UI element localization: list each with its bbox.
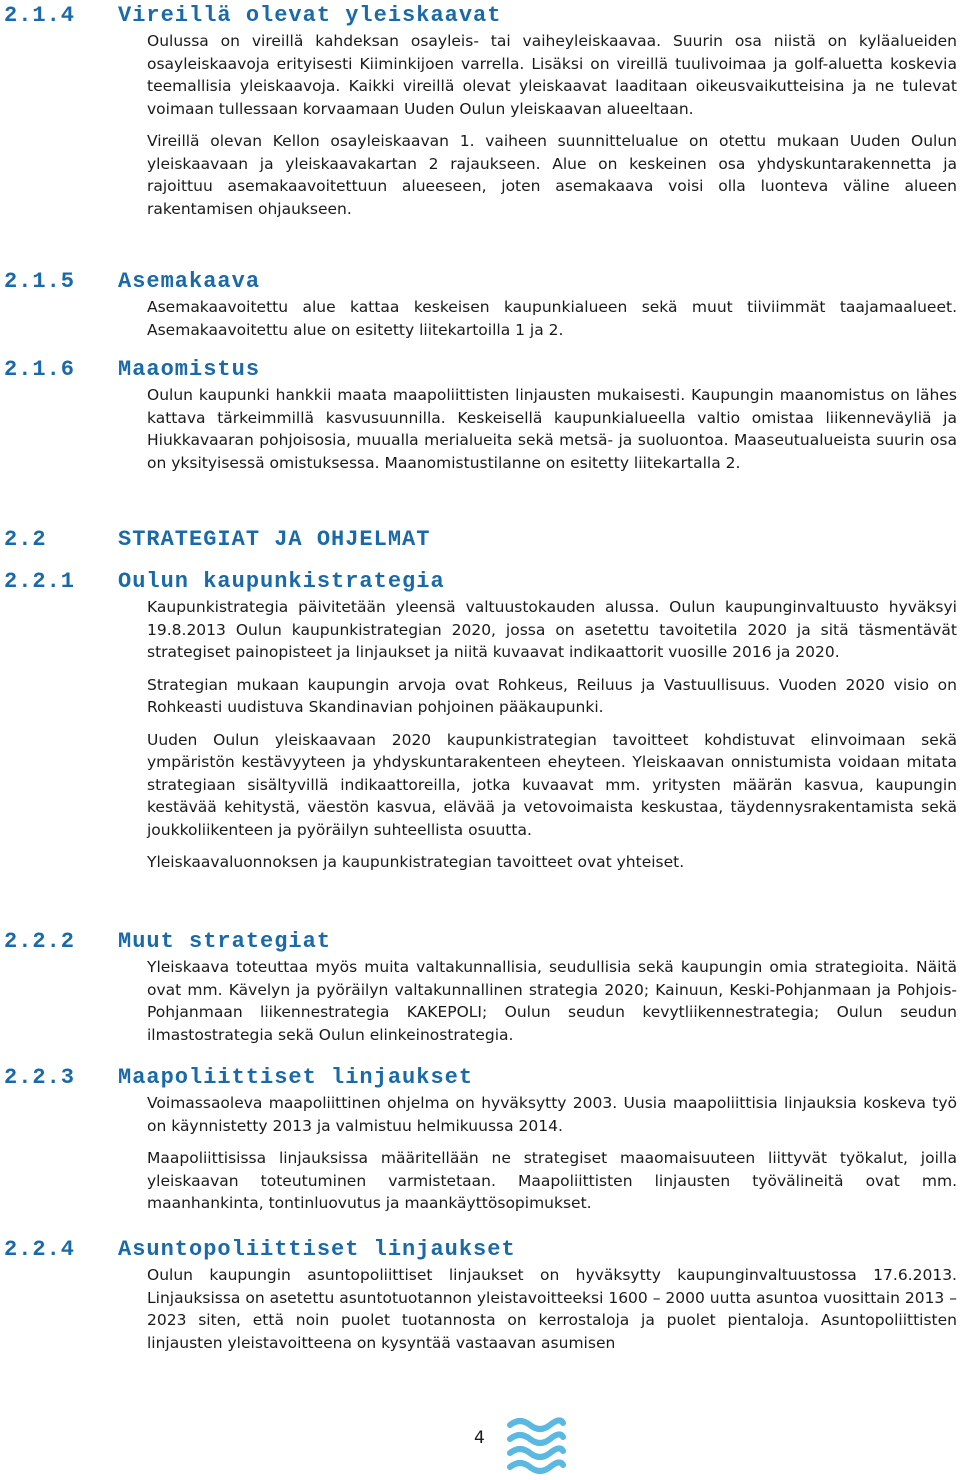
paragraph: Oulun kaupungin asuntopoliittiset linjaukset on hyväksytty kaupunginvaltuustossa 17.6.2013. Linjauksissa on asetettu asuntotuotannon yleistavoitteeksi 1600 – 2000 uutta asuntoa vuosittain 2013 – 2023 siten, että noin puolet tuotannosta on kerrostaloja ja puolet pientaloja. Asuntopoliittisten linjausten yleistavoitteena on kysyntää vastaavan asumisen [147,1266,957,1352]
chapter-heading [0,526,960,554]
paragraph: Oulun kaupunki hankkii maata maapoliittisten linjausten mukaisesti. Kaupungin maanomistus on lähes kattava tärkeimmillä kasvusuunnilla. Keskeisellä kaupunkialueella valtio omistaa liikenneväyliä ja Hiukkavaaran pohjoisosia, muualla merialueita sekä metsä- ja suoluontoa. Maaseutualueista suurin osa on yksityisessä omistuksessa. Maanomistustilanne on esitetty liitekartalla 2. [147,386,957,472]
section-body [147,1092,957,1215]
paragraph: Maapoliittisissa linjauksissa määritellään ne strategiset maaomaisuuteen liittyvät työkalut, joilla yleiskaavan toteutuminen varmistetaan. Maapoliittisten linjausten työvälineitä ovat mm. maanhankinta, tontinluovutus ja maankäyttösopimukset. [147,1149,957,1212]
paragraph: Vireillä olevan Kellon osayleiskaavan 1. vaiheen suunnittelualue on otettu mukaan Uuden Oulun yleiskaavaan ja yleiskaavakartan 2 rajaukseen. Alue on keskeinen osa yhdyskuntarakennetta ja rajoittuu asemakaavoitettuun alueeseen, joten asemakaava voisi olla luonteva väline alueen rakentamisen ohjaukseen. [147,132,957,218]
section-heading [0,268,960,296]
section-body [147,956,957,1046]
section-number: 2.2 [4,527,47,552]
paragraph: Asemakaavoitettu alue kattaa keskeisen kaupunkialueen sekä muut tiiviimmät taajamaalueet. Asemakaavoitettu alue on esitetty liitekartoilla 1 ja 2. [147,298,957,339]
section-title: Muut strategiat [118,929,332,954]
paragraph: Voimassaoleva maapoliittinen ohjelma on hyväksytty 2003. Uusia maapoliittisia linjauksia koskeva työ on käynnistetty 2013 ja valmistuu helmikuussa 2014. [147,1094,957,1135]
section-heading [0,928,960,956]
paragraph: Yleiskaavaluonnoksen ja kaupunkistrategian tavoitteet ovat yhteiset. [147,853,685,871]
section-heading [0,1064,960,1092]
section-number: 2.2.3 [4,1065,76,1090]
paragraph: Oulussa on vireillä kahdeksan osayleis- tai vaiheyleiskaavaa. Suurin osa niistä on kyläalueiden osayleiskaavoja erityisesti Kiiminkijoen varrella. Lisäksi on vireillä tuulivoimaa ja golf-aluetta koskevia teemallisia yleiskaavoja. Kaikki vireillä olevat yleiskaavat laaditaan oikeusvaikutteisina ja ne tulevat voimaan tullessaan korvaamaan Uuden Oulun yleiskaavan alueeltaan. [147,32,957,118]
section-number: 2.1.5 [4,269,76,294]
section-title: Maapoliittiset linjaukset [118,1065,474,1090]
section-number: 2.1.4 [4,3,76,28]
paragraph: Uuden Oulun yleiskaavaan 2020 kaupunkistrategian tavoitteet kohdistuvat elinvoimaan sekä ympäristön kestävyyteen ja yhdyskuntarakenteen eheyteen. Yleiskaavan onnistumista voidaan mitata strategiaan sisältyvillä indikaattoreilla, jotka kuvaavat mm. yritysten määrän kasvua, kaupungin kestävää kehitystä, väestön kasvua, elävää ja vetovoimaista keskustaa, täydennysrakentamista sekä joukkoliikenteen ja pyöräilyn suhteellista osuutta. [147,730,957,839]
section-body [147,1264,957,1354]
section-2-2 [0,526,960,554]
section-body [147,384,957,474]
section-2-2-3 [0,1064,960,1225]
section-body [147,596,957,874]
section-2-2-1 [0,568,960,884]
section-number: 2.2.4 [4,1237,76,1262]
section-2-1-6 [0,356,960,484]
paragraph: Yleiskaava toteuttaa myös muita valtakunnallisia, seudullisia sekä kaupungin omia strategioita. Näitä ovat mm. Kävelyn ja pyöräilyn valtakunnallinen strategia 2020; Kainuun, Keski-Pohjanmaan ja Pohjois-Pohjanmaan liikennestrategia KAKEPOLI; Oulun seudun kevytliikennestrategia; Oulun seudun ilmastostrategia sekä Oulun elinkeinostrategia. [147,958,957,1044]
section-number: 2.2.1 [4,569,76,594]
section-heading [0,568,960,596]
oulu-waves-logo-icon [505,1412,567,1474]
section-number: 2.1.6 [4,357,76,382]
section-title: Vireillä olevat yleiskaavat [118,3,502,28]
paragraph: Strategian mukaan kaupungin arvoja ovat Rohkeus, Reiluus ja Vastuullisuus. Vuoden 2020 visio on Rohkeasti uudistuva Skandinavian pohjoinen pääkaupunki. [147,675,957,716]
section-2-1-4 [0,2,960,230]
section-heading [0,2,960,30]
section-title: Oulun kaupunkistrategia [118,569,445,594]
section-body [147,30,957,220]
section-body [147,296,957,341]
section-title: Asuntopoliittiset linjaukset [118,1237,516,1262]
section-number: 2.2.2 [4,929,76,954]
section-2-2-4 [0,1236,960,1364]
section-heading [0,356,960,384]
paragraph: Kaupunkistrategia päivitetään yleensä valtuustokauden alussa. Oulun kaupunginvaltuusto hyväksyi 19.8.2013 Oulun kaupunkistrategian 2020, jossa on asetettu tavoitetila 2020 ja sitä täsmentävät strategiset painopisteet ja linjaukset ja niitä kuvaavat indikaattorit vuosille 2016 ja 2020. [147,598,957,661]
section-heading [0,1236,960,1264]
section-title: STRATEGIAT JA OHJELMAT [118,527,431,552]
section-2-1-5 [0,268,960,351]
section-title: Maaomistus [118,357,261,382]
page-number: 4 [474,1428,485,1448]
section-2-2-2 [0,928,960,1056]
section-title: Asemakaava [118,269,261,294]
